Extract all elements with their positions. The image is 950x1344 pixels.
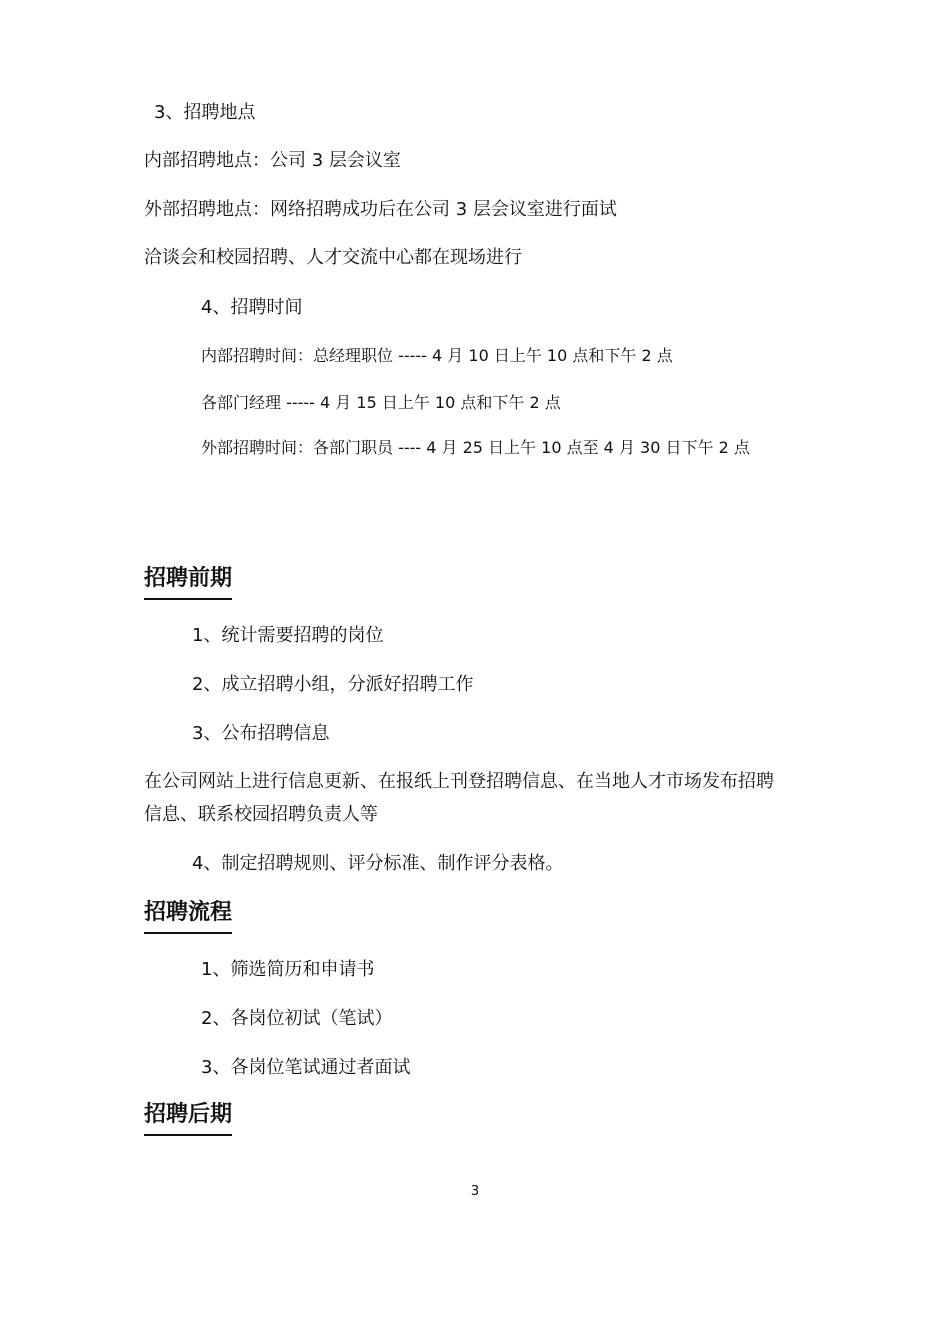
pre-item-2: 2、成立招聘小组，分派好招聘工作 [192,674,474,695]
process-heading: 招聘流程 [144,898,232,934]
internal-location: 内部招聘地点：公司 3 层会议室 [144,150,401,171]
pre-item-1: 1、统计需要招聘的岗位 [192,625,384,646]
internal-time: 内部招聘时间：总经理职位 ----- 4 月 10 日上午 10 点和下午 2 点 [201,346,673,365]
time-title: 4、招聘时间 [201,297,303,318]
manager-time: 各部门经理 ----- 4 月 15 日上午 10 点和下午 2 点 [201,393,561,412]
pre-paragraph-line-2: 信息、联系校园招聘负责人等 [144,804,378,825]
process-item-1: 1、筛选简历和申请书 [201,959,375,980]
external-location: 外部招聘地点：网络招聘成功后在公司 3 层会议室进行面试 [144,199,617,220]
post-recruitment-heading: 招聘后期 [144,1100,232,1136]
location-title: 3、招聘地点 [154,102,256,123]
process-item-3: 3、各岗位笔试通过者面试 [201,1057,411,1078]
pre-item-4: 4、制定招聘规则、评分标准、制作评分表格。 [192,853,564,874]
external-time: 外部招聘时间：各部门职员 ---- 4 月 25 日上午 10 点至 4 月 30 日下午 2 点 [201,438,750,457]
pre-paragraph-line-1: 在公司网站上进行信息更新、在报纸上刊登招聘信息、在当地人才市场发布招聘 [144,771,774,792]
pre-item-3: 3、公布招聘信息 [192,723,330,744]
pre-recruitment-heading: 招聘前期 [144,564,232,600]
page-number: 3 [470,1184,480,1199]
onsite-location: 洽谈会和校园招聘、人才交流中心都在现场进行 [144,247,522,268]
process-item-2: 2、各岗位初试（笔试） [201,1008,393,1029]
